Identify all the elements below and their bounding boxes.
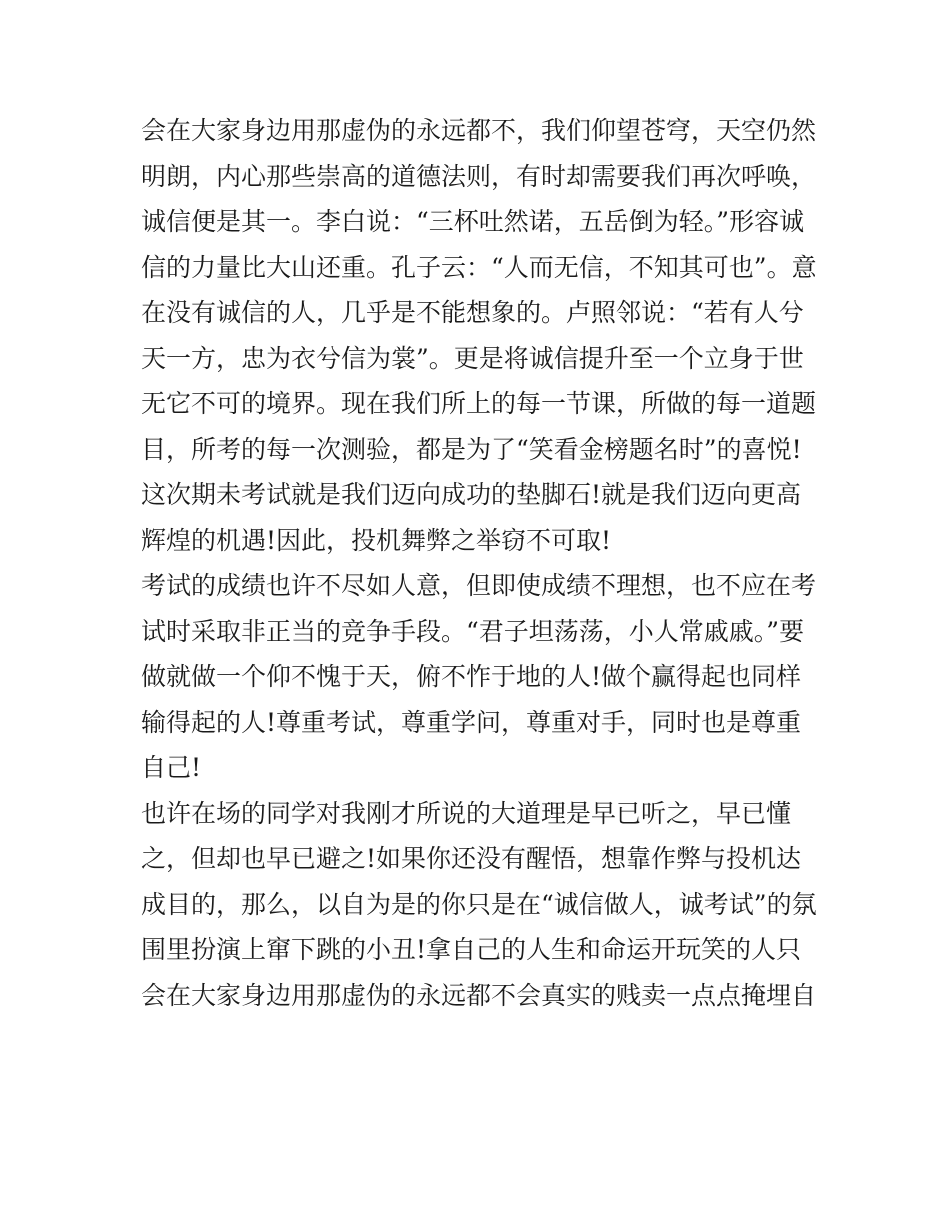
text-line: 成目的，那么，以自为是的你只是在“诚信做人，诚考试”的氛 (141, 889, 817, 919)
text-line: 做就做一个仰不愧于天，俯不怍于地的人!做个赢得起也同样 (141, 662, 802, 691)
text-line: 输得起的人!尊重考试，尊重学问，尊重对手，同时也是尊重 (141, 707, 802, 737)
text-line: 目，所考的每一次测验，都是为了“笑看金榜题名时”的喜悦! (141, 434, 802, 464)
text-line: 会在大家身边用那虚伪的永远都不，我们仰望苍穹，天空仍然 (141, 116, 817, 145)
text-line: 试时采取非正当的竞争手段。“君子坦荡荡，小人常戚戚。”要 (141, 616, 805, 646)
text-line: 围里扮演上窜下跳的小丑!拿自己的人生和命运开玩笑的人只 (141, 935, 802, 964)
text-line: 辉煌的机遇!因此，投机舞弊之举窃不可取! (141, 525, 612, 555)
text-line: 明朗，内心那些崇高的道德法则，有时却需要我们再次呼唤， (141, 161, 817, 191)
text-line: 信的力量比大山还重。孔子云：“人而无信，不知其可也”。意 (141, 252, 817, 282)
text-line: 之，但却也早已避之!如果你还没有醒悟，想靠作弊与投机达 (141, 844, 802, 873)
body-text (141, 108, 821, 1018)
text-line: 会在大家身边用那虚伪的永远都不会真实的贱卖一点点掩埋自 (141, 980, 817, 1010)
text-line: 考试的成绩也许不尽如人意，但即使成绩不理想，也不应在考 (141, 571, 817, 600)
text-line: 在没有诚信的人，几乎是不能想象的。卢照邻说：“若有人兮 (141, 298, 804, 327)
text-line: 天一方，忠为衣兮信为裳”。更是将诚信提升至一个立身于世 (141, 343, 804, 373)
text-line: 这次期未考试就是我们迈向成功的垫脚石!就是我们迈向更高 (141, 480, 802, 509)
text-line: 也许在场的同学对我刚才所说的大道理是早已听之，早已懂 (141, 798, 792, 828)
text-line: 无它不可的境界。现在我们所上的每一节课，所做的每一道题 (141, 389, 817, 418)
text-line: 诚信便是其一。李白说：“三杯吐然诺，五岳倒为轻。”形容诚 (141, 207, 805, 236)
text-line: 自己! (141, 753, 202, 782)
